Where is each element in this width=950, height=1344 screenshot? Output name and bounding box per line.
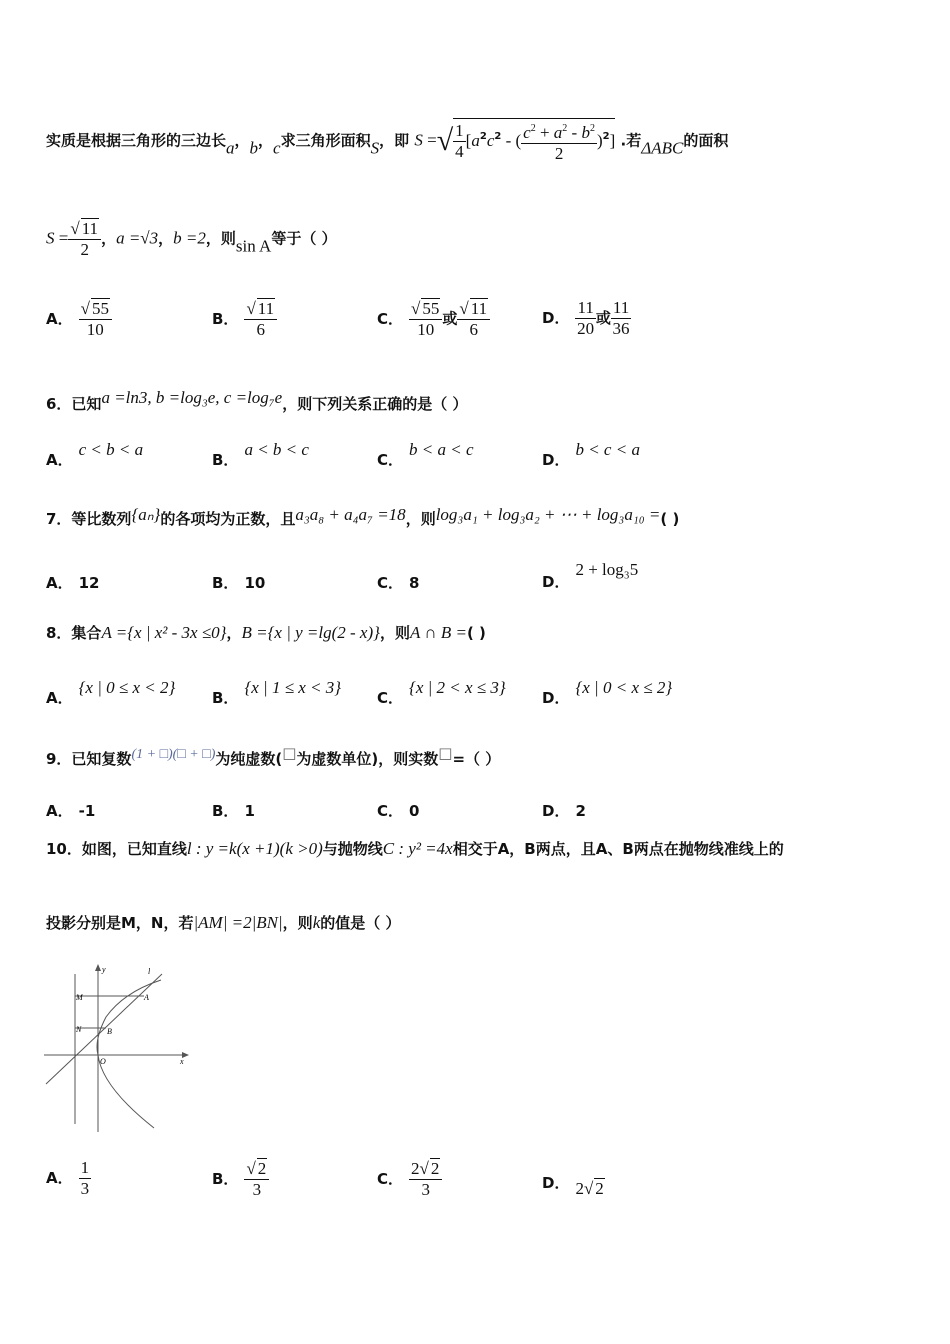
option-text: b < c < a bbox=[575, 440, 640, 459]
intro-text-3: ，即 bbox=[379, 131, 410, 150]
var-S: S bbox=[370, 138, 380, 158]
q7-sequence: {aₙ} bbox=[131, 505, 161, 524]
q6-option-b[interactable] bbox=[212, 440, 309, 470]
q10-parabola-eq: C : y² =4x bbox=[382, 839, 453, 858]
option-label: D． bbox=[542, 309, 570, 327]
option-label: C． bbox=[377, 802, 404, 820]
triangle-abc: ΔABC bbox=[641, 138, 684, 158]
option-label: A． bbox=[46, 1169, 73, 1187]
or-text: 或 bbox=[442, 309, 458, 328]
question-8 bbox=[46, 622, 486, 643]
q5-option-c[interactable]: C． $\frac{√ 55}{10}$ 或 $\frac{√ 11}{6}$ bbox=[377, 298, 490, 340]
question-then: ，则 bbox=[405, 510, 436, 528]
q8-option-b[interactable] bbox=[212, 678, 341, 708]
option-text: {x | 1 ≤ x < 3} bbox=[244, 678, 342, 697]
q6-option-c[interactable] bbox=[377, 440, 474, 470]
sin-a: sin A bbox=[235, 236, 272, 256]
option-label: A． bbox=[46, 451, 73, 469]
line-l bbox=[46, 974, 162, 1084]
q5-option-b[interactable]: B． $\frac{√ 11}{6}$ bbox=[212, 298, 277, 340]
condition-b: b =2 bbox=[173, 228, 206, 248]
option-label: B． bbox=[212, 451, 239, 469]
condition-a: a =√3 bbox=[116, 228, 159, 248]
intro-text-5: 的面积 bbox=[683, 131, 729, 150]
option-label: B． bbox=[212, 689, 239, 707]
question-number: 9．已知复数 bbox=[46, 750, 132, 768]
y-axis-arrow bbox=[95, 964, 101, 971]
q9-expr: (1 + □)(□ + □) bbox=[131, 747, 216, 762]
question-number: 6．已知 bbox=[46, 395, 102, 413]
option-text: {x | 0 ≤ x < 2} bbox=[78, 678, 176, 697]
intro-text-2: 求三角形面积 bbox=[280, 131, 371, 150]
label-a: A bbox=[144, 993, 149, 1002]
option-text: 12 bbox=[78, 574, 100, 592]
label-x: x bbox=[180, 1057, 184, 1066]
q6-option-d[interactable] bbox=[542, 440, 640, 470]
option-text: -1 bbox=[78, 802, 96, 820]
q10-option-b[interactable]: B． $\frac{√ 2}{3}$ bbox=[212, 1158, 269, 1200]
option-label: A． bbox=[46, 689, 73, 707]
q10-line-eq: l : y =k(x +1)(k >0) bbox=[186, 839, 323, 858]
option-label: C． bbox=[377, 574, 404, 592]
label-b: B bbox=[107, 1027, 112, 1036]
q8-set-a: A ={x | x² - 3x ≤0} bbox=[101, 623, 227, 642]
option-label: D． bbox=[542, 802, 570, 820]
heron-formula: S =√ $\frac{1}{4}$ [$a^2c^2$ - ( $\frac{c^2 + a^2 - b^2}{2}$ )$^2$] bbox=[414, 118, 615, 164]
intro-ask: 等于（ ） bbox=[271, 229, 337, 248]
intro-then: ，则 bbox=[205, 229, 236, 248]
question-text: 投影分别是M，N，若 bbox=[46, 914, 194, 932]
option-label: B． bbox=[212, 309, 239, 328]
q6-option-a[interactable] bbox=[46, 440, 143, 470]
label-m: M bbox=[76, 993, 83, 1002]
q10-figure bbox=[44, 962, 194, 1134]
question-tail: ( ) bbox=[466, 624, 486, 642]
option-text: {x | 0 < x ≤ 2} bbox=[575, 678, 673, 697]
option-label: A． bbox=[46, 802, 73, 820]
option-label: D． bbox=[542, 689, 570, 707]
question-number: 7．等比数列 bbox=[46, 510, 132, 528]
question-tail: 的值是（ ） bbox=[320, 914, 401, 932]
q10-option-c[interactable]: C． $\frac{2√ 2}{3}$ bbox=[377, 1158, 442, 1200]
option-text: c < b < a bbox=[78, 440, 144, 459]
option-text: 8 bbox=[409, 574, 420, 592]
option-label: C． bbox=[377, 451, 404, 469]
option-text: 1 bbox=[244, 802, 255, 820]
question-tail: ，则下列关系正确的是（ ） bbox=[282, 395, 468, 413]
option-text: 0 bbox=[409, 802, 420, 820]
option-label: D． bbox=[542, 451, 570, 469]
intro-text-1: 实质是根据三角形的三边长 bbox=[46, 131, 227, 150]
q9-option-d[interactable] bbox=[542, 800, 586, 821]
option-text: a < b < c bbox=[244, 440, 309, 459]
option-label: A． bbox=[46, 574, 73, 592]
option-label: A． bbox=[46, 309, 73, 328]
question-tail: =（ ） bbox=[452, 750, 501, 768]
option-label: D． bbox=[542, 573, 570, 591]
q5-option-d[interactable]: D． $\frac{11}{20}$ 或 $\frac{11}{36}$ bbox=[542, 298, 630, 338]
area-fraction: $\frac{√ 11}{2}$ bbox=[68, 218, 101, 260]
or-text: 或 bbox=[595, 309, 611, 327]
var-b: b bbox=[249, 138, 259, 158]
q6-expr: a =ln3, b =log₃e, c =log₇e bbox=[101, 388, 283, 407]
label-o: O bbox=[100, 1057, 106, 1066]
q7-condition: a₃a₈ + a₄a₇ =18 bbox=[295, 505, 406, 524]
option-label: B． bbox=[212, 802, 239, 820]
question-10-line-2 bbox=[46, 912, 400, 933]
option-label: C． bbox=[377, 689, 404, 707]
option-label: D． bbox=[542, 1174, 570, 1192]
q8-option-a[interactable] bbox=[46, 678, 175, 708]
question-number: 8．集合 bbox=[46, 624, 102, 642]
question-mid: 为纯虚数( bbox=[215, 750, 283, 768]
intro-text-4: 若 bbox=[626, 131, 642, 150]
q5-option-a[interactable]: A． $\frac{√ 55}{10}$ bbox=[46, 298, 112, 340]
question-mid-2: 为虚数单位)，则实数 bbox=[296, 750, 439, 768]
option-text: b < a < c bbox=[409, 440, 474, 459]
question-then: ，则 bbox=[379, 624, 410, 642]
question-mid-2: 相交于A，B两点，且A、B两点在抛物线准线上的 bbox=[452, 840, 784, 858]
option-label: C． bbox=[377, 309, 404, 328]
question-6 bbox=[46, 388, 467, 414]
q8-option-d[interactable] bbox=[542, 678, 672, 708]
question-10 bbox=[46, 838, 784, 859]
question-then: ，则 bbox=[282, 914, 313, 932]
label-n: N bbox=[76, 1025, 82, 1034]
question-mid: 与抛物线 bbox=[322, 840, 383, 858]
question-mid: 的各项均为正数，且 bbox=[160, 510, 296, 528]
option-label: B． bbox=[212, 1169, 239, 1188]
q7-expr: log₃a₁ + log₃a₂ + ⋯ + log₃a₁₀ = bbox=[435, 505, 661, 524]
label-l: l bbox=[148, 967, 151, 976]
option-text: {x | 2 < x ≤ 3} bbox=[409, 678, 506, 697]
q10-condition: |AM| =2|BN| bbox=[193, 913, 283, 932]
q10-option-a[interactable]: A． $\frac{1}{3}$ bbox=[46, 1158, 90, 1198]
intro-line-1: 实质是根据三角形的三边长a，b，c求三角形面积S，即 S =√ $\frac{1}{4}$ [$a^2c^2$ - ( $\frac{c^2 + a^2 - b^2}{2}$ )$^2$] .若ΔABC的面积 bbox=[46, 118, 728, 164]
q10-option-d[interactable]: D． 2√ 2 bbox=[542, 1174, 604, 1198]
option-text: 2 bbox=[575, 802, 586, 820]
question-9: 9．已知复数(1 + □)(□ + □)为纯虚数(□为虚数单位)，则实数□=（ ） bbox=[46, 744, 501, 768]
intro-line-2: S = $\frac{√ 11}{2}$ ，a =√3，b =2，则sin A等于（ ） bbox=[46, 219, 337, 259]
var-k: k bbox=[312, 913, 321, 932]
option-text: 2 + log₃5 bbox=[575, 560, 639, 579]
q9-option-c[interactable] bbox=[377, 800, 419, 821]
q9-option-b[interactable] bbox=[212, 800, 255, 821]
q8-option-c[interactable] bbox=[377, 678, 506, 708]
comma: ， bbox=[226, 624, 242, 642]
var-a: a bbox=[226, 138, 235, 158]
option-label: C． bbox=[377, 1169, 404, 1188]
option-text: 10 bbox=[244, 574, 266, 592]
label-y: y bbox=[102, 965, 106, 974]
q7-option-b[interactable] bbox=[212, 572, 265, 593]
q7-option-d[interactable] bbox=[542, 560, 638, 592]
q8-expr: A ∩ B = bbox=[409, 623, 467, 642]
parabola-curve bbox=[97, 980, 161, 1128]
q7-option-a[interactable] bbox=[46, 572, 99, 593]
q9-option-a[interactable] bbox=[46, 800, 95, 821]
var-c: c bbox=[273, 138, 281, 158]
question-tail: ( ) bbox=[660, 510, 680, 528]
q7-option-c[interactable] bbox=[377, 572, 419, 593]
question-7 bbox=[46, 505, 679, 529]
question-number: 10．如图，已知直线 bbox=[46, 840, 187, 858]
q8-set-b: B ={x | y =lg(2 - x)} bbox=[241, 623, 380, 642]
option-label: B． bbox=[212, 574, 239, 592]
